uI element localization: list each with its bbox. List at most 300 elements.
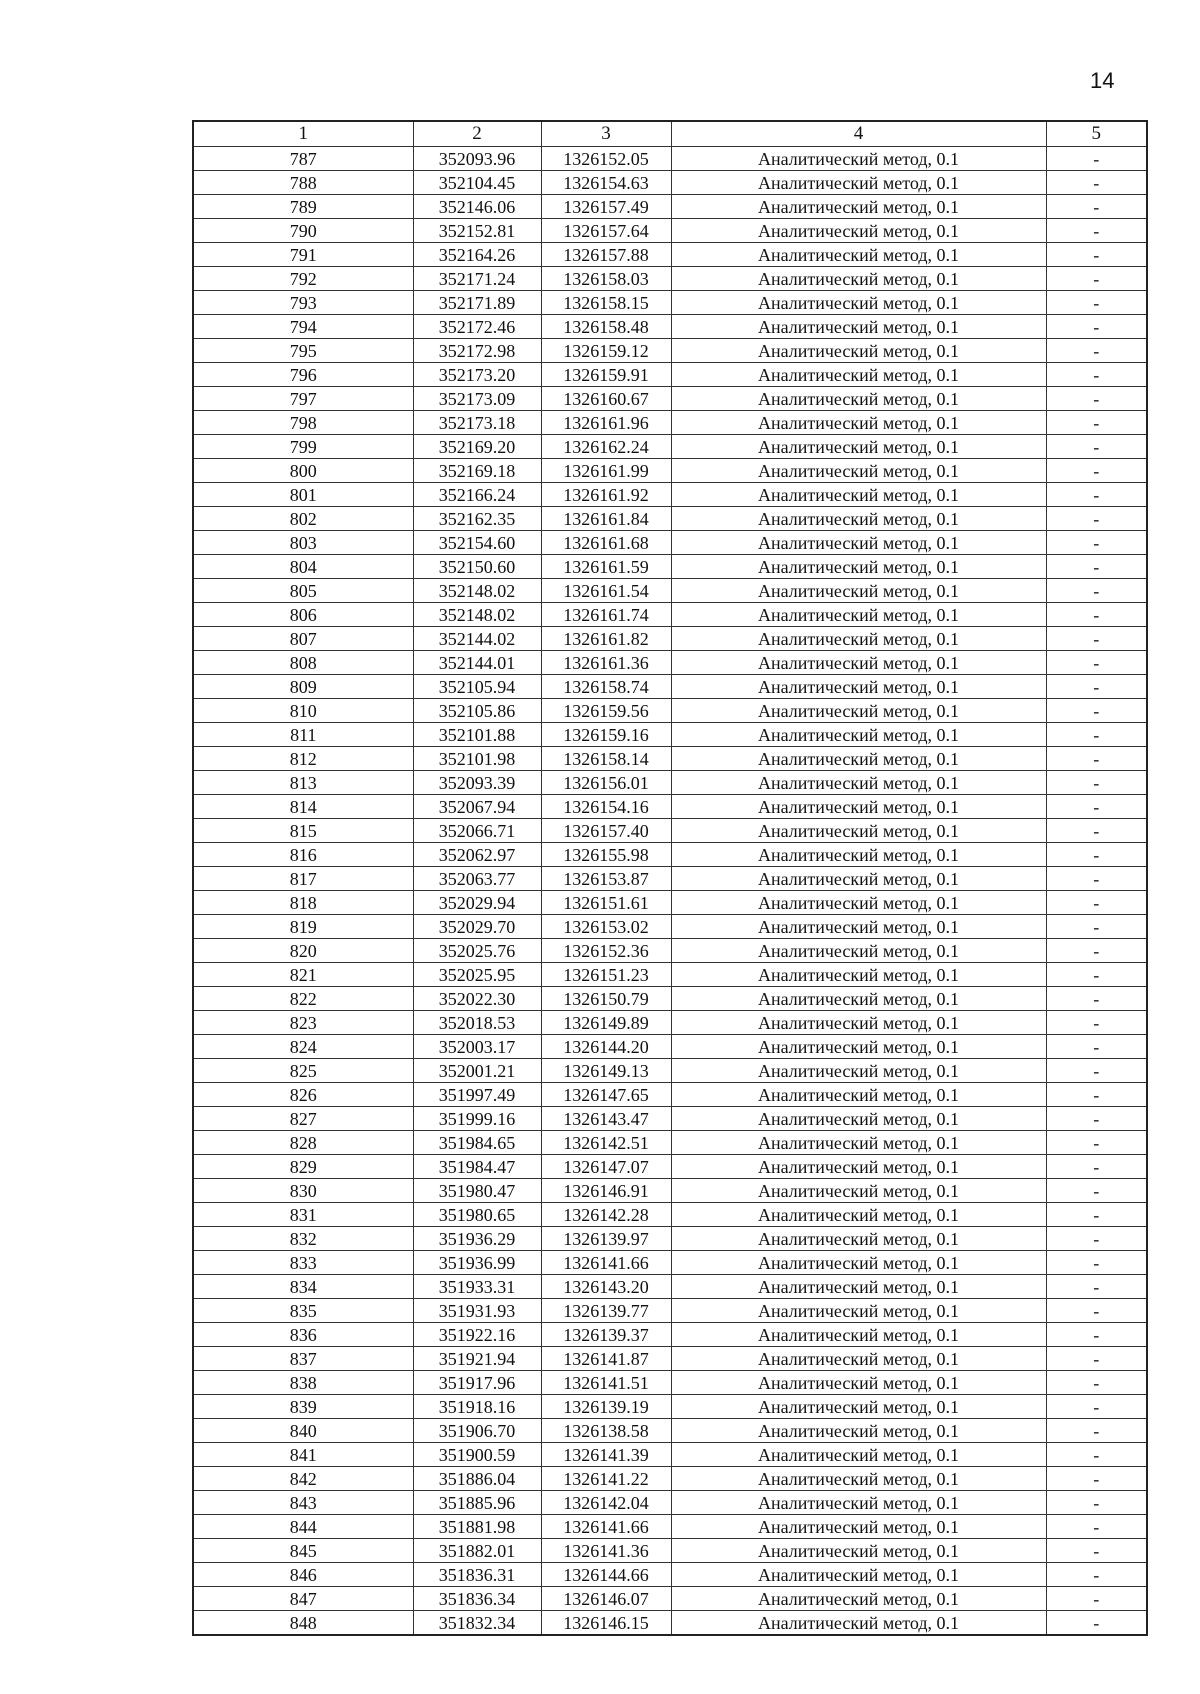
remark-cell: - <box>1046 459 1147 483</box>
y-coordinate-cell: 1326157.64 <box>541 219 671 243</box>
remark-cell: - <box>1046 627 1147 651</box>
point-number-cell: 810 <box>193 699 413 723</box>
remark-cell: - <box>1046 555 1147 579</box>
table-row <box>193 939 1147 963</box>
point-number-cell: 838 <box>193 1371 413 1395</box>
table-row <box>193 891 1147 915</box>
remark-cell: - <box>1046 219 1147 243</box>
method-cell: Аналитический метод, 0.1 <box>671 1467 1046 1491</box>
y-coordinate-cell: 1326158.48 <box>541 315 671 339</box>
x-coordinate-cell: 352150.60 <box>413 555 541 579</box>
y-coordinate-cell: 1326141.51 <box>541 1371 671 1395</box>
point-number-cell: 815 <box>193 819 413 843</box>
x-coordinate-cell: 352154.60 <box>413 531 541 555</box>
table-row <box>193 1467 1147 1491</box>
x-coordinate-cell: 351936.99 <box>413 1251 541 1275</box>
method-cell: Аналитический метод, 0.1 <box>671 867 1046 891</box>
y-coordinate-cell: 1326149.89 <box>541 1011 671 1035</box>
point-number-cell: 833 <box>193 1251 413 1275</box>
table-row <box>193 1083 1147 1107</box>
x-coordinate-cell: 352105.86 <box>413 699 541 723</box>
remark-cell: - <box>1046 267 1147 291</box>
table-row <box>193 1611 1147 1636</box>
point-number-cell: 840 <box>193 1419 413 1443</box>
remark-cell: - <box>1046 1563 1147 1587</box>
remark-cell: - <box>1046 723 1147 747</box>
y-coordinate-cell: 1326142.04 <box>541 1491 671 1515</box>
x-coordinate-cell: 352022.30 <box>413 987 541 1011</box>
y-coordinate-cell: 1326141.66 <box>541 1251 671 1275</box>
table-row <box>193 387 1147 411</box>
x-coordinate-cell: 352169.20 <box>413 435 541 459</box>
remark-cell: - <box>1046 1611 1147 1636</box>
point-number-cell: 791 <box>193 243 413 267</box>
x-coordinate-cell: 351922.16 <box>413 1323 541 1347</box>
y-coordinate-cell: 1326142.51 <box>541 1131 671 1155</box>
y-coordinate-cell: 1326139.19 <box>541 1395 671 1419</box>
point-number-cell: 832 <box>193 1227 413 1251</box>
point-number-cell: 844 <box>193 1515 413 1539</box>
y-coordinate-cell: 1326154.16 <box>541 795 671 819</box>
y-coordinate-cell: 1326159.91 <box>541 363 671 387</box>
method-cell: Аналитический метод, 0.1 <box>671 1443 1046 1467</box>
x-coordinate-cell: 351886.04 <box>413 1467 541 1491</box>
x-coordinate-cell: 351984.65 <box>413 1131 541 1155</box>
table-row <box>193 651 1147 675</box>
table-row <box>193 675 1147 699</box>
point-number-cell: 809 <box>193 675 413 699</box>
point-number-cell: 798 <box>193 411 413 435</box>
method-cell: Аналитический метод, 0.1 <box>671 651 1046 675</box>
y-coordinate-cell: 1326158.03 <box>541 267 671 291</box>
table-row <box>193 267 1147 291</box>
y-coordinate-cell: 1326161.36 <box>541 651 671 675</box>
y-coordinate-cell: 1326143.47 <box>541 1107 671 1131</box>
remark-cell: - <box>1046 483 1147 507</box>
y-coordinate-cell: 1326149.13 <box>541 1059 671 1083</box>
method-cell: Аналитический метод, 0.1 <box>671 675 1046 699</box>
point-number-cell: 803 <box>193 531 413 555</box>
table-row <box>193 723 1147 747</box>
point-number-cell: 842 <box>193 1467 413 1491</box>
remark-cell: - <box>1046 1323 1147 1347</box>
y-coordinate-cell: 1326158.14 <box>541 747 671 771</box>
method-cell: Аналитический метод, 0.1 <box>671 1419 1046 1443</box>
x-coordinate-cell: 352148.02 <box>413 579 541 603</box>
method-cell: Аналитический метод, 0.1 <box>671 699 1046 723</box>
method-cell: Аналитический метод, 0.1 <box>671 1227 1046 1251</box>
remark-cell: - <box>1046 291 1147 315</box>
point-number-cell: 807 <box>193 627 413 651</box>
method-cell: Аналитический метод, 0.1 <box>671 1491 1046 1515</box>
y-coordinate-cell: 1326161.82 <box>541 627 671 651</box>
point-number-cell: 790 <box>193 219 413 243</box>
remark-cell: - <box>1046 891 1147 915</box>
point-number-cell: 823 <box>193 1011 413 1035</box>
x-coordinate-cell: 352101.98 <box>413 747 541 771</box>
x-coordinate-cell: 351900.59 <box>413 1443 541 1467</box>
point-number-cell: 799 <box>193 435 413 459</box>
x-coordinate-cell: 351885.96 <box>413 1491 541 1515</box>
x-coordinate-cell: 352162.35 <box>413 507 541 531</box>
method-cell: Аналитический метод, 0.1 <box>671 195 1046 219</box>
point-number-cell: 795 <box>193 339 413 363</box>
remark-cell: - <box>1046 579 1147 603</box>
remark-cell: - <box>1046 1371 1147 1395</box>
remark-cell: - <box>1046 315 1147 339</box>
x-coordinate-cell: 352067.94 <box>413 795 541 819</box>
method-cell: Аналитический метод, 0.1 <box>671 843 1046 867</box>
remark-cell: - <box>1046 339 1147 363</box>
remark-cell: - <box>1046 963 1147 987</box>
y-coordinate-cell: 1326158.74 <box>541 675 671 699</box>
y-coordinate-cell: 1326157.88 <box>541 243 671 267</box>
point-number-cell: 824 <box>193 1035 413 1059</box>
x-coordinate-cell: 351832.34 <box>413 1611 541 1636</box>
table-row <box>193 1515 1147 1539</box>
method-cell: Аналитический метод, 0.1 <box>671 1611 1046 1636</box>
y-coordinate-cell: 1326153.02 <box>541 915 671 939</box>
y-coordinate-cell: 1326150.79 <box>541 987 671 1011</box>
remark-cell: - <box>1046 819 1147 843</box>
table-row <box>193 1011 1147 1035</box>
column-header-3: 3 <box>541 121 671 147</box>
table-row <box>193 579 1147 603</box>
table-row <box>193 1251 1147 1275</box>
point-number-cell: 793 <box>193 291 413 315</box>
table-row <box>193 1371 1147 1395</box>
table-row <box>193 435 1147 459</box>
y-coordinate-cell: 1326144.20 <box>541 1035 671 1059</box>
remark-cell: - <box>1046 1107 1147 1131</box>
point-number-cell: 843 <box>193 1491 413 1515</box>
x-coordinate-cell: 352166.24 <box>413 483 541 507</box>
method-cell: Аналитический метод, 0.1 <box>671 1011 1046 1035</box>
remark-cell: - <box>1046 171 1147 195</box>
x-coordinate-cell: 351936.29 <box>413 1227 541 1251</box>
method-cell: Аналитический метод, 0.1 <box>671 1107 1046 1131</box>
method-cell: Аналитический метод, 0.1 <box>671 411 1046 435</box>
method-cell: Аналитический метод, 0.1 <box>671 723 1046 747</box>
table-row <box>193 1131 1147 1155</box>
method-cell: Аналитический метод, 0.1 <box>671 1131 1046 1155</box>
y-coordinate-cell: 1326139.37 <box>541 1323 671 1347</box>
table-row <box>193 219 1147 243</box>
point-number-cell: 834 <box>193 1275 413 1299</box>
point-number-cell: 816 <box>193 843 413 867</box>
y-coordinate-cell: 1326154.63 <box>541 171 671 195</box>
x-coordinate-cell: 352093.96 <box>413 147 541 171</box>
remark-cell: - <box>1046 387 1147 411</box>
table-row <box>193 1107 1147 1131</box>
point-number-cell: 836 <box>193 1323 413 1347</box>
x-coordinate-cell: 352001.21 <box>413 1059 541 1083</box>
column-header-5: 5 <box>1046 121 1147 147</box>
y-coordinate-cell: 1326151.61 <box>541 891 671 915</box>
table-row <box>193 531 1147 555</box>
x-coordinate-cell: 351999.16 <box>413 1107 541 1131</box>
y-coordinate-cell: 1326146.91 <box>541 1179 671 1203</box>
x-coordinate-cell: 351918.16 <box>413 1395 541 1419</box>
remark-cell: - <box>1046 1203 1147 1227</box>
x-coordinate-cell: 352025.95 <box>413 963 541 987</box>
table-row <box>193 1419 1147 1443</box>
point-number-cell: 814 <box>193 795 413 819</box>
table-row <box>193 963 1147 987</box>
method-cell: Аналитический метод, 0.1 <box>671 339 1046 363</box>
x-coordinate-cell: 352018.53 <box>413 1011 541 1035</box>
y-coordinate-cell: 1326161.92 <box>541 483 671 507</box>
remark-cell: - <box>1046 747 1147 771</box>
table-row <box>193 483 1147 507</box>
point-number-cell: 788 <box>193 171 413 195</box>
y-coordinate-cell: 1326157.40 <box>541 819 671 843</box>
y-coordinate-cell: 1326161.96 <box>541 411 671 435</box>
y-coordinate-cell: 1326143.20 <box>541 1275 671 1299</box>
table-row <box>193 1275 1147 1299</box>
remark-cell: - <box>1046 843 1147 867</box>
point-number-cell: 797 <box>193 387 413 411</box>
point-number-cell: 835 <box>193 1299 413 1323</box>
y-coordinate-cell: 1326142.28 <box>541 1203 671 1227</box>
remark-cell: - <box>1046 195 1147 219</box>
point-number-cell: 796 <box>193 363 413 387</box>
x-coordinate-cell: 352101.88 <box>413 723 541 747</box>
y-coordinate-cell: 1326151.23 <box>541 963 671 987</box>
point-number-cell: 817 <box>193 867 413 891</box>
remark-cell: - <box>1046 1587 1147 1611</box>
method-cell: Аналитический метод, 0.1 <box>671 1155 1046 1179</box>
table-body <box>193 147 1147 1636</box>
y-coordinate-cell: 1326161.54 <box>541 579 671 603</box>
method-cell: Аналитический метод, 0.1 <box>671 1059 1046 1083</box>
point-number-cell: 830 <box>193 1179 413 1203</box>
x-coordinate-cell: 351931.93 <box>413 1299 541 1323</box>
x-coordinate-cell: 352148.02 <box>413 603 541 627</box>
remark-cell: - <box>1046 1347 1147 1371</box>
x-coordinate-cell: 351836.31 <box>413 1563 541 1587</box>
point-number-cell: 811 <box>193 723 413 747</box>
table-row <box>193 1443 1147 1467</box>
point-number-cell: 820 <box>193 939 413 963</box>
method-cell: Аналитический метод, 0.1 <box>671 939 1046 963</box>
table-row <box>193 195 1147 219</box>
table-row <box>193 1563 1147 1587</box>
method-cell: Аналитический метод, 0.1 <box>671 579 1046 603</box>
table-row <box>193 843 1147 867</box>
method-cell: Аналитический метод, 0.1 <box>671 1587 1046 1611</box>
method-cell: Аналитический метод, 0.1 <box>671 987 1046 1011</box>
remark-cell: - <box>1046 1419 1147 1443</box>
point-number-cell: 805 <box>193 579 413 603</box>
x-coordinate-cell: 352173.18 <box>413 411 541 435</box>
remark-cell: - <box>1046 1275 1147 1299</box>
method-cell: Аналитический метод, 0.1 <box>671 483 1046 507</box>
method-cell: Аналитический метод, 0.1 <box>671 1323 1046 1347</box>
column-header-1: 1 <box>193 121 413 147</box>
method-cell: Аналитический метод, 0.1 <box>671 603 1046 627</box>
y-coordinate-cell: 1326139.97 <box>541 1227 671 1251</box>
x-coordinate-cell: 352025.76 <box>413 939 541 963</box>
point-number-cell: 789 <box>193 195 413 219</box>
remark-cell: - <box>1046 1035 1147 1059</box>
point-number-cell: 792 <box>193 267 413 291</box>
table-row <box>193 243 1147 267</box>
x-coordinate-cell: 352105.94 <box>413 675 541 699</box>
table-row <box>193 1491 1147 1515</box>
point-number-cell: 821 <box>193 963 413 987</box>
y-coordinate-cell: 1326158.15 <box>541 291 671 315</box>
method-cell: Аналитический метод, 0.1 <box>671 1275 1046 1299</box>
y-coordinate-cell: 1326157.49 <box>541 195 671 219</box>
x-coordinate-cell: 352173.20 <box>413 363 541 387</box>
table-row <box>193 795 1147 819</box>
y-coordinate-cell: 1326159.56 <box>541 699 671 723</box>
point-number-cell: 804 <box>193 555 413 579</box>
table-row <box>193 459 1147 483</box>
remark-cell: - <box>1046 1131 1147 1155</box>
y-coordinate-cell: 1326159.16 <box>541 723 671 747</box>
table-row <box>193 1587 1147 1611</box>
table-row <box>193 987 1147 1011</box>
y-coordinate-cell: 1326159.12 <box>541 339 671 363</box>
remark-cell: - <box>1046 651 1147 675</box>
y-coordinate-cell: 1326141.36 <box>541 1539 671 1563</box>
point-number-cell: 825 <box>193 1059 413 1083</box>
point-number-cell: 818 <box>193 891 413 915</box>
remark-cell: - <box>1046 675 1147 699</box>
x-coordinate-cell: 351984.47 <box>413 1155 541 1179</box>
method-cell: Аналитический метод, 0.1 <box>671 915 1046 939</box>
y-coordinate-cell: 1326146.07 <box>541 1587 671 1611</box>
method-cell: Аналитический метод, 0.1 <box>671 963 1046 987</box>
point-number-cell: 801 <box>193 483 413 507</box>
x-coordinate-cell: 352003.17 <box>413 1035 541 1059</box>
table-row <box>193 507 1147 531</box>
point-number-cell: 802 <box>193 507 413 531</box>
x-coordinate-cell: 351906.70 <box>413 1419 541 1443</box>
y-coordinate-cell: 1326141.87 <box>541 1347 671 1371</box>
method-cell: Аналитический метод, 0.1 <box>671 267 1046 291</box>
x-coordinate-cell: 352152.81 <box>413 219 541 243</box>
remark-cell: - <box>1046 363 1147 387</box>
remark-cell: - <box>1046 1443 1147 1467</box>
remark-cell: - <box>1046 603 1147 627</box>
method-cell: Аналитический метод, 0.1 <box>671 1203 1046 1227</box>
x-coordinate-cell: 352063.77 <box>413 867 541 891</box>
point-number-cell: 847 <box>193 1587 413 1611</box>
y-coordinate-cell: 1326141.39 <box>541 1443 671 1467</box>
method-cell: Аналитический метод, 0.1 <box>671 1347 1046 1371</box>
header-row <box>193 121 1147 147</box>
table-header <box>193 121 1147 147</box>
method-cell: Аналитический метод, 0.1 <box>671 387 1046 411</box>
point-number-cell: 822 <box>193 987 413 1011</box>
method-cell: Аналитический метод, 0.1 <box>671 1299 1046 1323</box>
x-coordinate-cell: 352172.98 <box>413 339 541 363</box>
point-number-cell: 806 <box>193 603 413 627</box>
remark-cell: - <box>1046 531 1147 555</box>
table-row <box>193 411 1147 435</box>
remark-cell: - <box>1046 1083 1147 1107</box>
x-coordinate-cell: 352164.26 <box>413 243 541 267</box>
remark-cell: - <box>1046 1395 1147 1419</box>
table-row <box>193 915 1147 939</box>
page-number: 14 <box>1090 68 1115 93</box>
method-cell: Аналитический метод, 0.1 <box>671 171 1046 195</box>
point-number-cell: 841 <box>193 1443 413 1467</box>
table-row <box>193 1347 1147 1371</box>
remark-cell: - <box>1046 699 1147 723</box>
point-number-cell: 848 <box>193 1611 413 1636</box>
y-coordinate-cell: 1326160.67 <box>541 387 671 411</box>
remark-cell: - <box>1046 915 1147 939</box>
y-coordinate-cell: 1326153.87 <box>541 867 671 891</box>
method-cell: Аналитический метод, 0.1 <box>671 363 1046 387</box>
point-number-cell: 813 <box>193 771 413 795</box>
x-coordinate-cell: 352172.46 <box>413 315 541 339</box>
remark-cell: - <box>1046 1155 1147 1179</box>
remark-cell: - <box>1046 1011 1147 1035</box>
table-row <box>193 1227 1147 1251</box>
y-coordinate-cell: 1326161.84 <box>541 507 671 531</box>
point-number-cell: 837 <box>193 1347 413 1371</box>
table-row <box>193 771 1147 795</box>
point-number-cell: 846 <box>193 1563 413 1587</box>
table-row <box>193 315 1147 339</box>
y-coordinate-cell: 1326161.74 <box>541 603 671 627</box>
table-row <box>193 1203 1147 1227</box>
point-number-cell: 829 <box>193 1155 413 1179</box>
y-coordinate-cell: 1326155.98 <box>541 843 671 867</box>
table-row <box>193 747 1147 771</box>
x-coordinate-cell: 351917.96 <box>413 1371 541 1395</box>
y-coordinate-cell: 1326161.99 <box>541 459 671 483</box>
remark-cell: - <box>1046 1467 1147 1491</box>
x-coordinate-cell: 352173.09 <box>413 387 541 411</box>
x-coordinate-cell: 352029.70 <box>413 915 541 939</box>
method-cell: Аналитический метод, 0.1 <box>671 1371 1046 1395</box>
method-cell: Аналитический метод, 0.1 <box>671 435 1046 459</box>
column-header-2: 2 <box>413 121 541 147</box>
method-cell: Аналитический метод, 0.1 <box>671 795 1046 819</box>
x-coordinate-cell: 351882.01 <box>413 1539 541 1563</box>
y-coordinate-cell: 1326147.07 <box>541 1155 671 1179</box>
method-cell: Аналитический метод, 0.1 <box>671 459 1046 483</box>
x-coordinate-cell: 352104.45 <box>413 171 541 195</box>
table-row <box>193 1395 1147 1419</box>
remark-cell: - <box>1046 795 1147 819</box>
remark-cell: - <box>1046 411 1147 435</box>
method-cell: Аналитический метод, 0.1 <box>671 507 1046 531</box>
x-coordinate-cell: 351836.34 <box>413 1587 541 1611</box>
table-row <box>193 819 1147 843</box>
table-row <box>193 1323 1147 1347</box>
remark-cell: - <box>1046 1179 1147 1203</box>
x-coordinate-cell: 351980.65 <box>413 1203 541 1227</box>
x-coordinate-cell: 352171.89 <box>413 291 541 315</box>
x-coordinate-cell: 352144.02 <box>413 627 541 651</box>
remark-cell: - <box>1046 1539 1147 1563</box>
point-number-cell: 826 <box>193 1083 413 1107</box>
table-row <box>193 363 1147 387</box>
remark-cell: - <box>1046 507 1147 531</box>
y-coordinate-cell: 1326141.22 <box>541 1467 671 1491</box>
point-number-cell: 808 <box>193 651 413 675</box>
method-cell: Аналитический метод, 0.1 <box>671 147 1046 171</box>
table-row <box>193 1035 1147 1059</box>
remark-cell: - <box>1046 867 1147 891</box>
